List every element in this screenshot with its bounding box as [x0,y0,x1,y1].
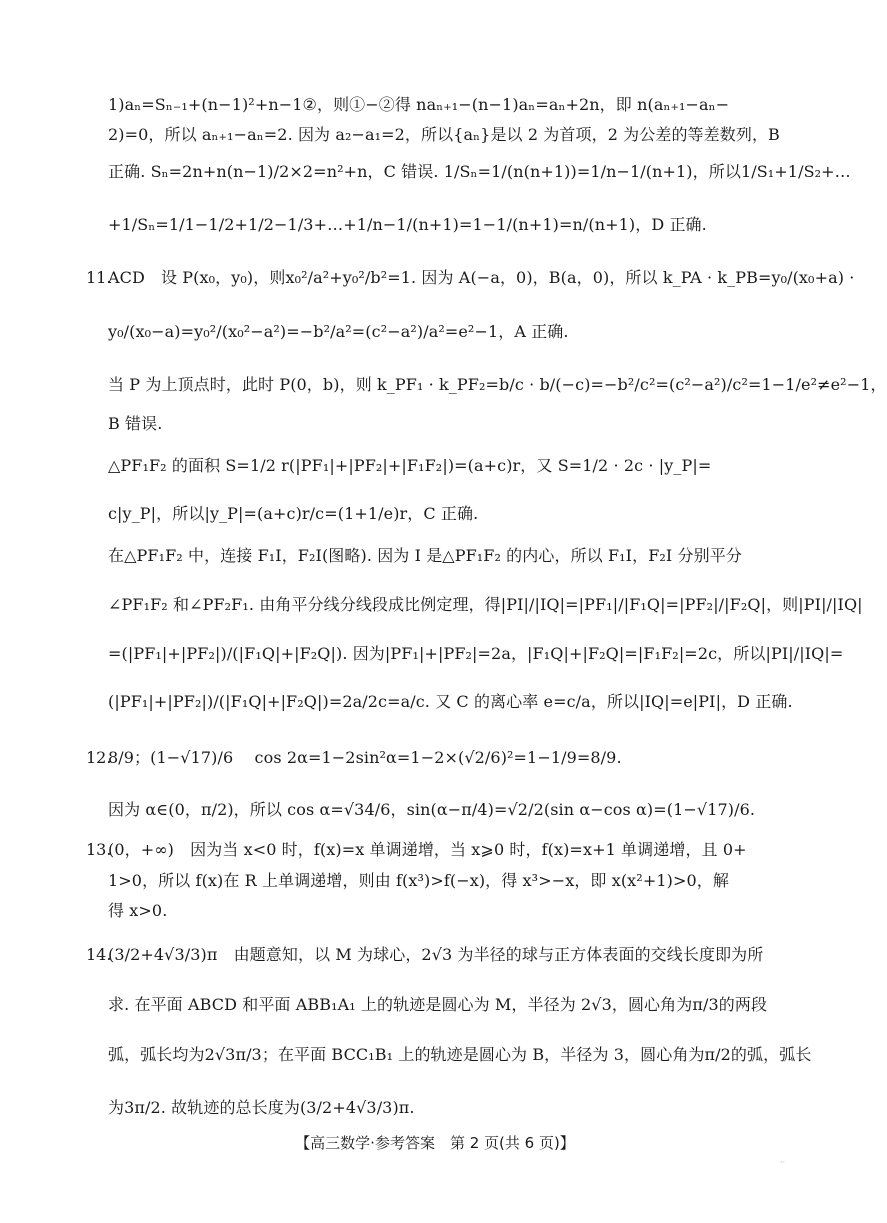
text-line: 2)=0，所以 aₙ₊₁−aₙ=2. 因为 a₂−a₁=2，所以{aₙ}是以 2 为首项，2 为公差的等差数列，B [108,125,780,144]
text-line: 正确. Sₙ=2n+n(n−1)/2×2=n²+n，C 错误. 1/Sₙ=1/(n(n+1))=1/n−1/(n+1)，所以1/S₁+1/S₂+… [108,162,851,181]
text-line: ACD 设 P(x₀，y₀)，则x₀²/a²+y₀²/b²=1. 因为 A(−a，0)，B(a，0)，所以 k_PA · k_PB=y₀/(x₀+a) · [108,268,855,287]
text-line: 在△PF₁F₂ 中，连接 F₁I，F₂I(图略). 因为 I 是△PF₁F₂ 的内心，所以 F₁I，F₂I 分别平分 [108,546,742,565]
corner-mark: ·· [780,1158,786,1167]
question-number-12: 12. [86,748,112,767]
question-number-13: 13. [86,840,112,859]
text-line: c|y_P|，所以|y_P|=(a+c)r/c=(1+1/e)r，C 正确. [108,504,479,523]
text-line: 因为 α∈(0，π/2)，所以 cos α=√34/6，sin(α−π/4)=√2/2(sin α−cos α)=(1−√17)/6. [108,800,756,819]
text-line: 8/9；(1−√17)/6 cos 2α=1−2sin²α=1−2×(√2/6)²=1−1/9=8/9. [108,748,622,767]
question-number-14: 14. [86,945,112,964]
text-line: (|PF₁|+|PF₂|)/(|F₁Q|+|F₂Q|)=2a/2c=a/c. 又 C 的离心率 e=c/a，所以|IQ|=e|PI|，D 正确. [108,692,793,711]
text-line: =(|PF₁|+|PF₂|)/(|F₁Q|+|F₂Q|). 因为|PF₁|+|PF₂|=2a，|F₁Q|+|F₂Q|=|F₁F₂|=2c，所以|PI|/|IQ|= [108,644,844,663]
text-line: 求. 在平面 ABCD 和平面 ABB₁A₁ 上的轨迹是圆心为 M，半径为 2√3，圆心角为π/3的两段 [108,995,768,1014]
text-line: 得 x>0. [108,901,168,920]
text-line: 1>0，所以 f(x)在 R 上单调递增，则由 f(x³)>f(−x)，得 x³>−x，即 x(x²+1)>0，解 [108,871,729,890]
text-line: 为3π/2. 故轨迹的总长度为(3/2+4√3/3)π. [108,1098,415,1117]
text-line: (3/2+4√3/3)π 由题意知，以 M 为球心，2√3 为半径的球与正方体表面的交线长度即为所 [108,945,764,964]
text-line: y₀/(x₀−a)=y₀²/(x₀²−a²)=−b²/a²=(c²−a²)/a²=e²−1，A 正确. [108,322,569,341]
page-footer: 【高三数学·参考答案 第 2 页(共 6 页)】 [295,1134,575,1152]
text-line: (0，+∞) 因为当 x<0 时，f(x)=x 单调递增，当 x⩾0 时，f(x)=x+1 单调递增，且 0+ [108,840,747,859]
text-line: ∠PF₁F₂ 和∠PF₂F₁. 由角平分线分线段成比例定理，得|PI|/|IQ|=|PF₁|/|F₁Q|=|PF₂|/|F₂Q|，则|PI|/|IQ| [108,595,863,614]
text-line: B 错误. [108,414,163,433]
text-line: △PF₁F₂ 的面积 S=1/2 r(|PF₁|+|PF₂|+|F₁F₂|)=(a+c)r，又 S=1/2 · 2c · |y_P|= [108,456,712,475]
text-line: 1)aₙ=Sₙ₋₁+(n−1)²+n−1②，则①−②得 naₙ₊₁−(n−1)aₙ=aₙ+2n，即 n(aₙ₊₁−aₙ− [108,95,730,114]
text-line: 弧，弧长均为2√3π/3；在平面 BCC₁B₁ 上的轨迹是圆心为 B，半径为 3，圆心角为π/2的弧，弧长 [108,1045,812,1064]
question-number-11: 11. [86,268,112,287]
text-line: +1/Sₙ=1/1−1/2+1/2−1/3+…+1/n−1/(n+1)=1−1/(n+1)=n/(n+1)，D 正确. [108,215,707,234]
text-line: 当 P 为上顶点时，此时 P(0，b)，则 k_PF₁ · k_PF₂=b/c · b/(−c)=−b²/c²=(c²−a²)/c²=1−1/e²≠e²−1， [108,375,887,394]
